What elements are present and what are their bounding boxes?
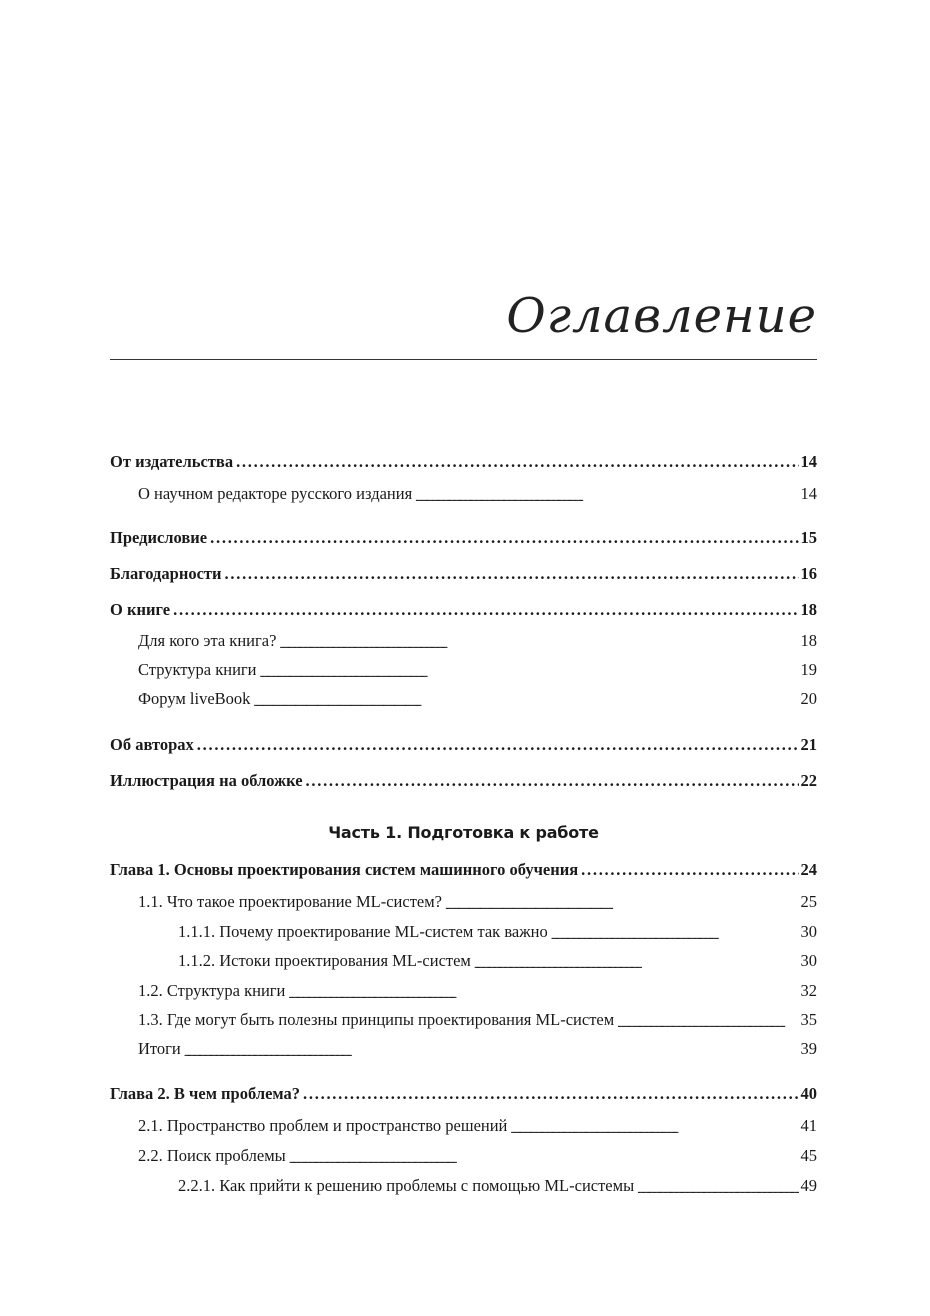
toc-entry-page: 45 xyxy=(800,1146,817,1165)
dot-leader xyxy=(173,600,798,620)
dot-leader xyxy=(474,951,799,971)
page-title: Оглавление xyxy=(506,288,817,344)
toc-entry-label: Итоги xyxy=(138,1039,181,1058)
toc-entry-label: О книге xyxy=(110,600,171,619)
toc-entry[interactable] xyxy=(110,1176,817,1196)
toc-entry[interactable] xyxy=(110,631,817,651)
toc-entry[interactable] xyxy=(110,528,817,548)
toc-entry-page: 18 xyxy=(800,600,817,619)
toc-entry-label: 1.3. Где могут быть полезны принципы проектирования ML-систем xyxy=(138,1010,615,1029)
toc-entry[interactable] xyxy=(110,689,817,709)
dot-leader xyxy=(184,1039,799,1059)
toc-entry-page: 18 xyxy=(800,631,817,650)
toc-entry-page: 30 xyxy=(800,951,817,970)
toc-entry[interactable] xyxy=(110,600,817,620)
toc-entry[interactable] xyxy=(110,922,817,942)
toc-entry[interactable] xyxy=(110,951,817,971)
toc-entry[interactable] xyxy=(110,981,817,1001)
toc-entry-page: 16 xyxy=(800,564,817,583)
toc-entry-page: 22 xyxy=(800,771,817,790)
toc-entry-page: 14 xyxy=(800,452,817,471)
toc-entry[interactable] xyxy=(110,1116,817,1136)
toc-entry-page: 25 xyxy=(800,892,817,911)
toc-entry-label: Иллюстрация на обложке xyxy=(110,771,303,790)
toc-entry-label: 2.1. Пространство проблем и пространство решений xyxy=(138,1116,508,1135)
dot-leader xyxy=(236,452,798,472)
dot-leader xyxy=(510,1116,798,1136)
dot-leader xyxy=(617,1010,798,1030)
toc-entry[interactable] xyxy=(110,1146,817,1166)
toc-entry-page: 15 xyxy=(800,528,817,547)
toc-entry-label: Предисловие xyxy=(110,528,208,547)
toc-entry-label: 2.2. Поиск проблемы xyxy=(138,1146,286,1165)
part-heading: Часть 1. Подготовка к работе xyxy=(328,823,599,842)
dot-leader xyxy=(279,631,798,651)
toc-entry[interactable] xyxy=(110,860,817,880)
toc-entry[interactable] xyxy=(110,1039,817,1059)
dot-leader xyxy=(551,922,799,942)
toc-entry[interactable] xyxy=(110,564,817,584)
dot-leader xyxy=(210,528,798,548)
toc-entry[interactable] xyxy=(110,1084,817,1104)
dot-leader xyxy=(581,860,798,880)
toc-entry-page: 19 xyxy=(800,660,817,679)
toc-entry-page: 49 xyxy=(800,1176,817,1195)
dot-leader xyxy=(306,771,799,791)
toc-entry-label: О научном редакторе русского издания xyxy=(138,484,413,503)
toc-entry-label: Форум liveBook xyxy=(138,689,251,708)
title-divider xyxy=(110,359,817,360)
toc-entry-label: Об авторах xyxy=(110,735,194,754)
dot-leader xyxy=(637,1176,798,1196)
toc-entry-page: 39 xyxy=(800,1039,817,1058)
toc-entry-page: 14 xyxy=(800,484,817,503)
toc-entry-label: Глава 2. В чем проблема? xyxy=(110,1084,301,1103)
toc-entry[interactable] xyxy=(110,452,817,472)
toc-entry-label: От издательства xyxy=(110,452,234,471)
toc-entry[interactable] xyxy=(110,771,817,791)
dot-leader xyxy=(253,689,798,709)
toc-entry-label: Структура книги xyxy=(138,660,257,679)
toc-entry[interactable] xyxy=(110,892,817,912)
toc-entry-label: 1.1. Что такое проектирование ML-систем? xyxy=(138,892,443,911)
toc-entry-page: 40 xyxy=(800,1084,817,1103)
toc-entry-page: 41 xyxy=(800,1116,817,1135)
dot-leader xyxy=(289,1146,799,1166)
toc-entry[interactable] xyxy=(110,660,817,680)
toc-entry-label: 2.2.1. Как прийти к решению проблемы с помощью ML-системы xyxy=(178,1176,635,1195)
dot-leader xyxy=(260,660,799,680)
toc-entry-label: Благодарности xyxy=(110,564,222,583)
toc-entry-page: 32 xyxy=(800,981,817,1000)
toc-entry-label: Глава 1. Основы проектирования систем машинного обучения xyxy=(110,860,579,879)
toc-entry-label: 1.1.2. Истоки проектирования ML-систем xyxy=(178,951,471,970)
toc-entry-label: 1.1.1. Почему проектирование ML-систем так важно xyxy=(178,922,548,941)
dot-leader xyxy=(288,981,798,1001)
dot-leader xyxy=(303,1084,798,1104)
dot-leader xyxy=(197,735,799,755)
toc-entry-label: Для кого эта книга? xyxy=(138,631,277,650)
toc-entry-page: 21 xyxy=(800,735,817,754)
toc-entry-label: 1.2. Структура книги xyxy=(138,981,286,1000)
toc-entry-page: 24 xyxy=(800,860,817,879)
toc-entry[interactable] xyxy=(110,735,817,755)
toc-entry[interactable] xyxy=(110,1010,817,1030)
dot-leader xyxy=(415,484,798,504)
toc-entry[interactable] xyxy=(110,484,817,504)
toc-entry-page: 20 xyxy=(800,689,817,708)
toc-entry-page: 30 xyxy=(800,922,817,941)
dot-leader xyxy=(225,564,799,584)
toc-entry-page: 35 xyxy=(800,1010,817,1029)
dot-leader xyxy=(445,892,798,912)
